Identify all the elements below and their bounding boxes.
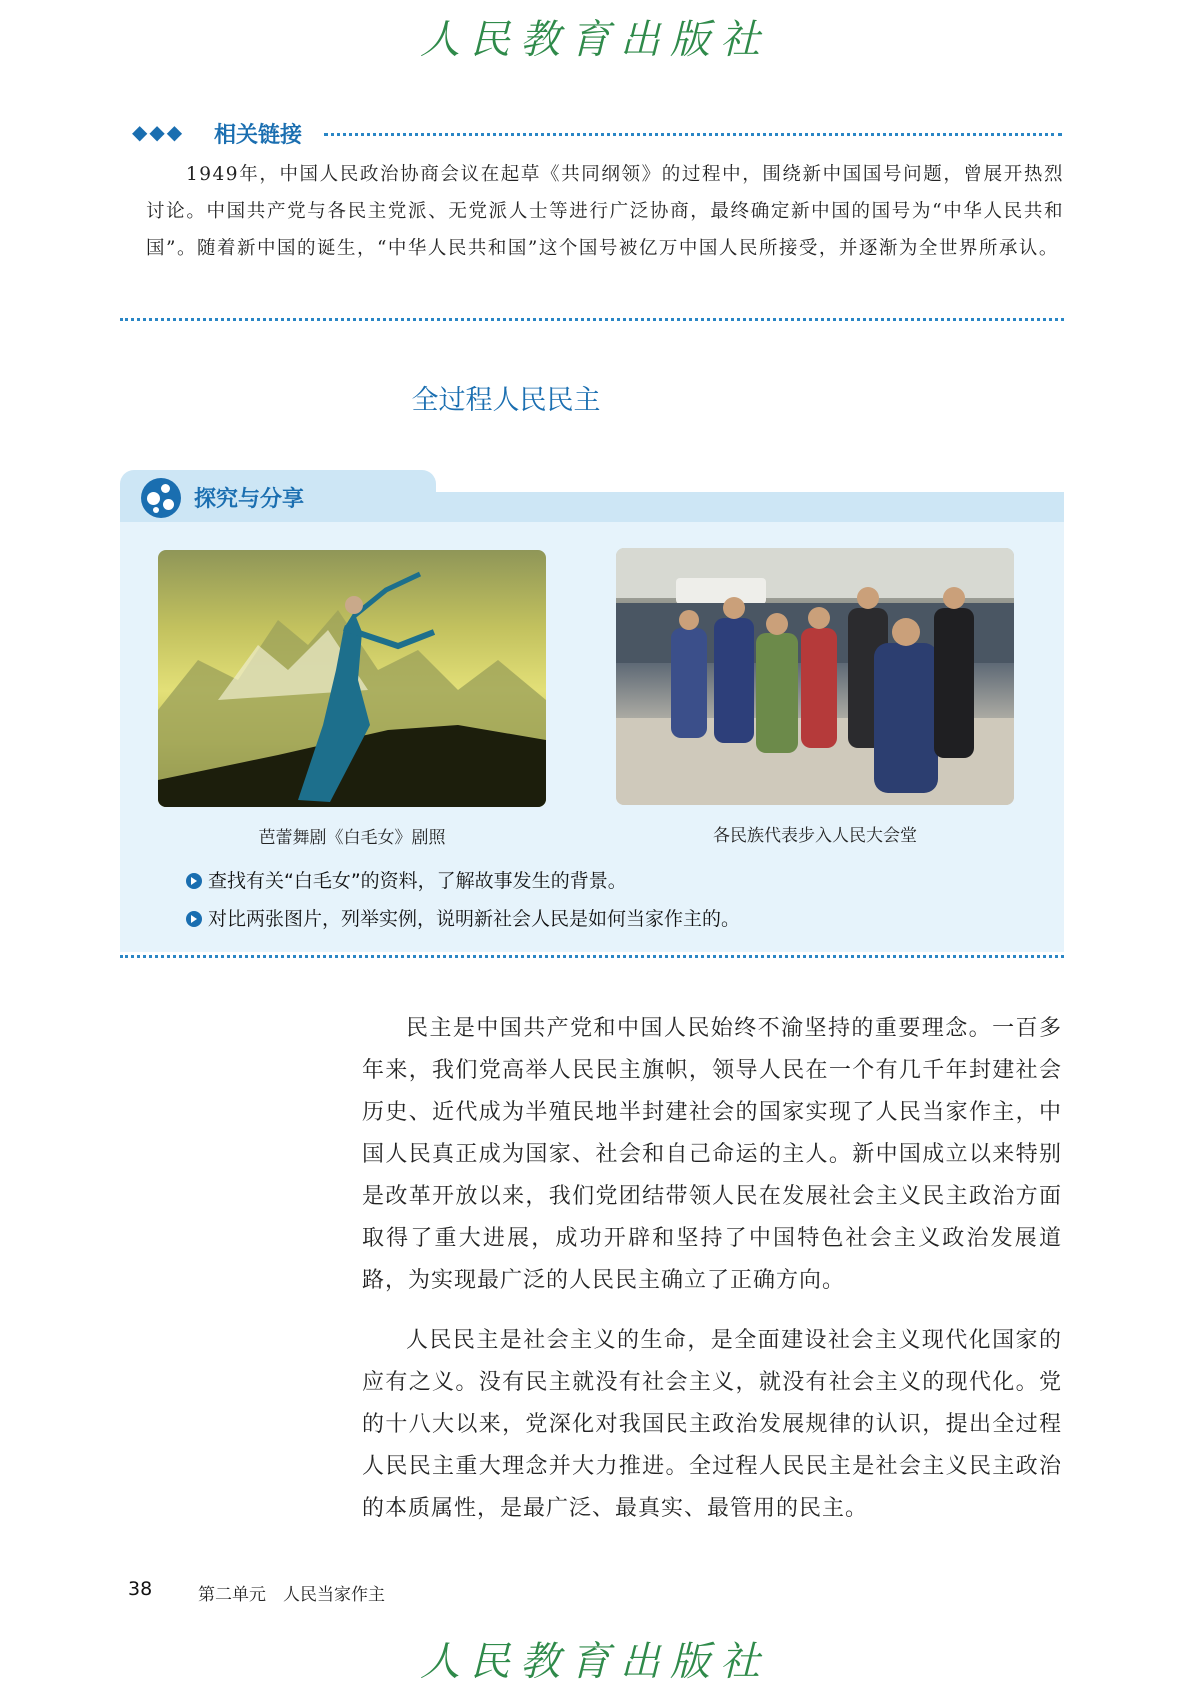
bubbles-icon [141, 478, 181, 518]
dotted-divider [120, 318, 1064, 321]
question-2-text: 对比两张图片，列举实例，说明新社会人民是如何当家作主的。 [208, 908, 741, 930]
question-1 [186, 866, 627, 893]
related-link-title: 相关链接 [214, 123, 303, 148]
explore-title: 探究与分享 [194, 487, 305, 512]
representatives-illustration [616, 548, 1014, 805]
representatives-photo [616, 548, 1014, 805]
ballet-photo [158, 550, 546, 807]
related-link-text: 1949年，中国人民政治协商会议在起草《共同纲领》的过程中，围绕新中国国号问题，曾展开热烈讨论。中国共产党与各民主党派、无党派人士等进行广泛协商，最终确定新中国的国号为“中华人民共和国”。随着新中国的诞生，“中华人民共和国”这个国号被亿万中国人民所接受，并逐渐为全世界所承认。 [146, 164, 1064, 259]
question-1-text: 查找有关“白毛女”的资料，了解故事发生的背景。 [208, 870, 627, 892]
publisher-watermark-bottom: 人民教育出版社 [420, 1639, 770, 1685]
question-2 [186, 904, 740, 931]
unit-title: 第二单元 人民当家作主 [198, 1585, 385, 1605]
publisher-watermark-top: 人民教育出版社 [420, 17, 770, 63]
representatives-photo-caption: 各民族代表步入人民大会堂 [713, 826, 917, 846]
section-title: 全过程人民民主 [411, 385, 601, 416]
arrow-bullet-icon [186, 911, 202, 927]
dotted-divider [120, 955, 1064, 958]
diamond-bullets-icon: ◆◆◆ [132, 120, 185, 144]
dotted-divider [324, 133, 1062, 136]
page-number: 38 [128, 1578, 153, 1600]
ballet-illustration [158, 550, 546, 807]
body-paragraph-2: 人民民主是社会主义的生命，是全面建设社会主义现代化国家的应有之义。没有民主就没有社会主义，就没有社会主义的现代化。党的十八大以来，党深化对我国民主政治发展规律的认识，提出全过程人民民主重大理念并大力推进。全过程人民民主是社会主义民主政治的本质属性，是最广泛、最真实、最管用的民主。 [362, 1328, 1062, 1521]
ballet-photo-caption: 芭蕾舞剧《白毛女》剧照 [258, 828, 446, 848]
body-paragraph-1: 民主是中国共产党和中国人民始终不渝坚持的重要理念。一百多年来，我们党高举人民民主旗帜，领导人民在一个有几千年封建社会历史、近代成为半殖民地半封建社会的国家实现了人民当家作主，中国人民真正成为国家、社会和自己命运的主人。新中国成立以来特别是改革开放以来，我们党团结带领人民在发展社会主义民主政治方面取得了重大进展，成功开辟和坚持了中国特色社会主义政治发展道路，为实现最广泛的人民民主确立了正确方向。 [362, 1016, 1062, 1293]
related-link-header [132, 118, 1062, 150]
arrow-bullet-icon [186, 873, 202, 889]
